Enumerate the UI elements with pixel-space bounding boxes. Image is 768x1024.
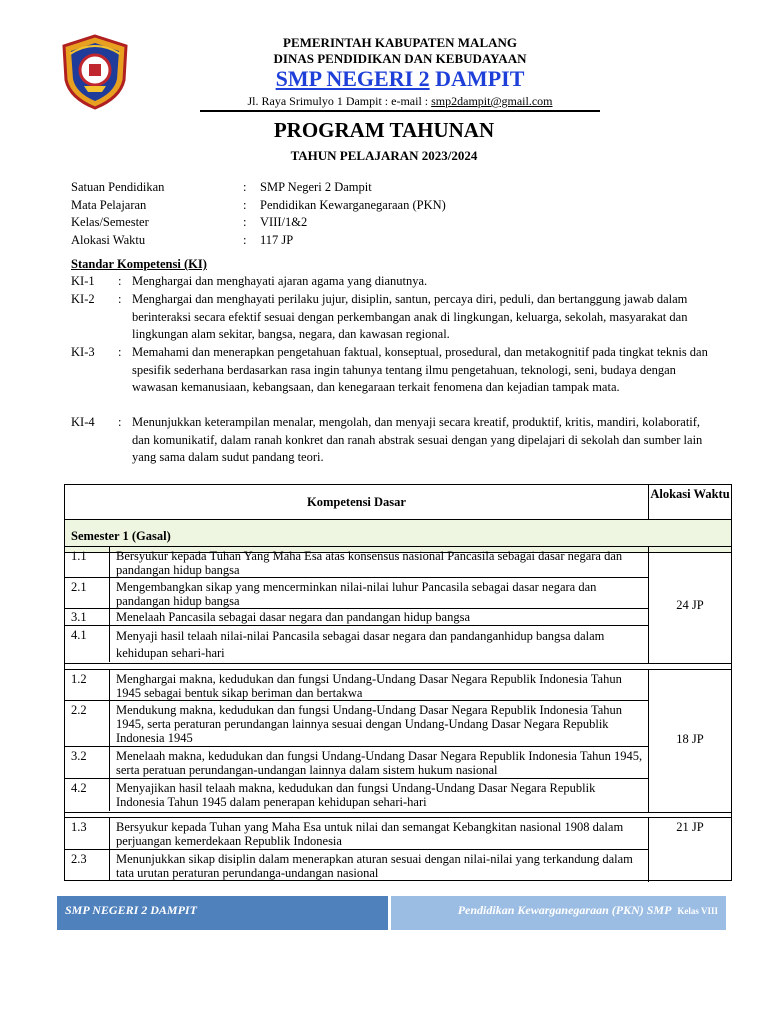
ki-item xyxy=(71,344,711,397)
identity-block xyxy=(71,180,446,250)
kd-number: 1.2 xyxy=(71,672,87,686)
footer-class: Kelas VIII xyxy=(677,906,718,916)
identity-value: 117 JP xyxy=(260,232,294,247)
ki-item xyxy=(71,273,711,291)
table-row xyxy=(65,818,648,850)
footer-school: SMP NEGERI 2 DAMPIT xyxy=(65,903,197,917)
identity-colon: : xyxy=(243,180,247,194)
kd-table xyxy=(64,484,732,881)
table-header xyxy=(65,485,731,520)
ki-code: KI-2 xyxy=(71,292,95,306)
identity-row xyxy=(71,180,446,198)
ki-colon: : xyxy=(118,415,122,429)
cell-divider xyxy=(109,626,110,662)
ki-item xyxy=(71,414,711,467)
cell-divider xyxy=(109,609,110,625)
col-header-kd: Kompetensi Dasar xyxy=(65,485,649,519)
ki-colon: : xyxy=(118,292,122,306)
identity-row xyxy=(71,215,446,233)
identity-value: Pendidikan Kewarganegaraan (PKN) xyxy=(260,197,446,212)
alloc-value: 18 JP xyxy=(676,732,704,746)
kd-number: 2.2 xyxy=(71,703,87,717)
identity-colon: : xyxy=(243,232,247,247)
table-row xyxy=(65,547,648,578)
identity-colon: : xyxy=(243,197,247,212)
ki-text: Menghargai dan menghayati ajaran agama yang dianutnya. xyxy=(132,274,428,288)
cell-divider xyxy=(109,578,110,608)
kd-number: 1.3 xyxy=(71,820,87,834)
ki-code: KI-1 xyxy=(71,274,95,288)
address-text: Jl. Raya Srimulyo 1 Dampit : e-mail : xyxy=(247,94,432,108)
ki-text: Memahami dan menerapkan pengetahuan faktual, konseptual, prosedural, dan metakognitif pada tingkat teknis dan spesifik sederhana berdasarkan rasa ingin tahunya tentang ilmu pengetahuan, teknologi, seni, budaya dengan wawasan kemanusiaan, kebangsaan, dan kenegaraan terkait fenomena dan kejadian tampak mata. xyxy=(132,345,708,394)
cell-divider xyxy=(109,818,110,849)
identity-label: Kelas/Semester xyxy=(71,215,149,229)
school-name xyxy=(200,66,600,92)
identity-value: VIII/1&2 xyxy=(260,215,308,229)
kd-text: Menelaah makna, kedudukan dan fungsi Undang-Undang Dasar Negara Republik Indonesia Tahun 1945, serta peratuan perundangan-undangan lainnya dalam sistem hukum nasional xyxy=(116,749,643,777)
footer-subject-main: Pendidikan Kewarganegaraan (PKN) SMP xyxy=(457,903,672,917)
semester-label: Semester 1 (Gasal) xyxy=(71,529,171,543)
page-title: PROGRAM TAHUNAN xyxy=(273,118,495,142)
alloc-value: 24 JP xyxy=(676,598,704,612)
identity-label: Satuan Pendidikan xyxy=(71,180,165,194)
ki-colon: : xyxy=(118,274,122,288)
kd-number: 4.1 xyxy=(71,628,87,642)
ki-text: Menunjukkan keterampilan menalar, mengolah, dan menyaji secara kreatif, produktif, kritis, mandiri, kolaboratif, dan komunikatif, dalam ranah konkret dan ranah abstrak sesuai dengan yang dipelajari di sekolah dan sumber lain yang sama dalam sudut pandang teori. xyxy=(132,415,703,464)
kd-text: Menyajikan hasil telaah makna, kedudukan dan fungsi Undang-Undang Dasar Negara Republik Indonesia Tahun 1945 dalam penerapan kehidupan sehari-hari xyxy=(116,781,596,809)
identity-label: Alokasi Waktu xyxy=(71,232,146,247)
cell-divider xyxy=(109,701,110,746)
school-address xyxy=(200,94,600,109)
kd-text: Menelaah Pancasila sebagai dasar negara dan pandangan hidup bangsa xyxy=(116,610,471,624)
footer-right-band xyxy=(391,896,726,930)
cell-divider xyxy=(109,547,110,577)
cell-divider xyxy=(109,670,110,700)
kd-text: Mendukung makna, kedudukan dan fungsi Undang-Undang Dasar Negara Republik Indonesia Tahun 1945, serta peraturan perundangan lainnya sesuai dengan Undang-Undang Dasar Negara Republik Indonesia 1945 xyxy=(116,703,623,745)
table-row xyxy=(65,670,648,701)
kd-number: 2.3 xyxy=(71,852,87,866)
table-row xyxy=(65,609,648,626)
ki-code: KI-3 xyxy=(71,345,95,359)
school-name-part2: DAMPIT xyxy=(429,66,525,91)
identity-row xyxy=(71,198,446,216)
col-header-aw: Alokasi Waktu xyxy=(650,487,730,501)
table-row xyxy=(65,779,648,811)
page-subtitle: TAHUN PELAJARAN 2023/2024 xyxy=(290,148,478,163)
cell-divider xyxy=(109,850,110,881)
kd-group xyxy=(65,669,731,813)
kd-text: Mengembangkan sikap yang mencerminkan nilai-nilai luhur Pancasila sebagai dasar negara dan pandangan hidup bangsa xyxy=(116,580,597,608)
kd-number: 3.1 xyxy=(71,610,87,624)
cell-divider xyxy=(109,747,110,778)
ki-item xyxy=(71,291,711,344)
cell-divider xyxy=(109,779,110,811)
identity-label: Mata Pelajaran xyxy=(71,197,147,212)
kd-number: 2.1 xyxy=(71,580,87,594)
school-logo xyxy=(60,34,130,110)
kd-number: 4.2 xyxy=(71,781,87,795)
identity-row xyxy=(71,233,446,251)
kd-text: Menyaji hasil telaah nilai-nilai Pancasila sebagai dasar negara dan pandanganhidup bangsa dalam kehidupan sehari-hari xyxy=(116,629,605,660)
gov-title: PEMERINTAH KABUPATEN MALANG xyxy=(283,35,517,50)
dept-title: DINAS PENDIDIKAN DAN KEBUDAYAAN xyxy=(273,51,527,66)
kd-number: 3.2 xyxy=(71,749,87,763)
footer-subject xyxy=(458,903,718,918)
identity-value: SMP Negeri 2 Dampit xyxy=(260,180,372,194)
table-row xyxy=(65,850,648,881)
kd-text: Bersyukur kepada Tuhan yang Maha Esa untuk nilai dan semangat Kebangkitan nasional 1908 dalam perjuangan kemerdekaan Republik Indonesia xyxy=(116,820,624,848)
kd-text: Menghargai makna, kedudukan dan fungsi Undang-Undang Dasar Negara Republik Indonesia Tahun 1945 sebagai bentuk sikap beriman dan bertakwa xyxy=(116,672,622,700)
ki-code: KI-4 xyxy=(71,415,95,429)
identity-colon: : xyxy=(243,215,247,229)
footer-left-band xyxy=(57,896,388,930)
kd-group xyxy=(65,817,731,882)
table-row xyxy=(65,578,648,609)
school-name-part1: SMP NEGERI 2 xyxy=(275,66,430,91)
header-rule xyxy=(200,110,600,112)
table-row xyxy=(65,747,648,779)
ki-text: Menghargai dan menghayati perilaku jujur, disiplin, santun, percaya diri, peduli, dan bertanggung jawab dalam berinteraksi secara efektif sesuai dengan perkembangan anak di lingkungan, keluarga, sekolah, masyarakat dan lingkungan alam sekitar, bangsa, negara, dan kawasan regional. xyxy=(132,292,688,341)
alloc-value: 21 JP xyxy=(676,820,704,834)
ki-colon: : xyxy=(118,345,122,359)
email-link[interactable]: smp2dampit@gmail.com xyxy=(431,94,553,108)
kd-text: Menunjukkan sikap disiplin dalam menerapkan aturan sesuai dengan nilai-nilai yang terkandung dalam tata urutan peraturan perundanga-undangan nasional xyxy=(116,852,633,880)
kd-number: 1.1 xyxy=(71,549,87,563)
table-row xyxy=(65,701,648,747)
kd-text: Bersyukur kepada Tuhan Yang Maha Esa atas konsensus nasional Pancasila sebagai dasar negara dan pandangan hidup bangsa xyxy=(116,549,623,577)
kd-group xyxy=(65,546,731,664)
ki-heading: Standar Kompetensi (KI) xyxy=(71,257,207,271)
table-row xyxy=(65,626,648,662)
